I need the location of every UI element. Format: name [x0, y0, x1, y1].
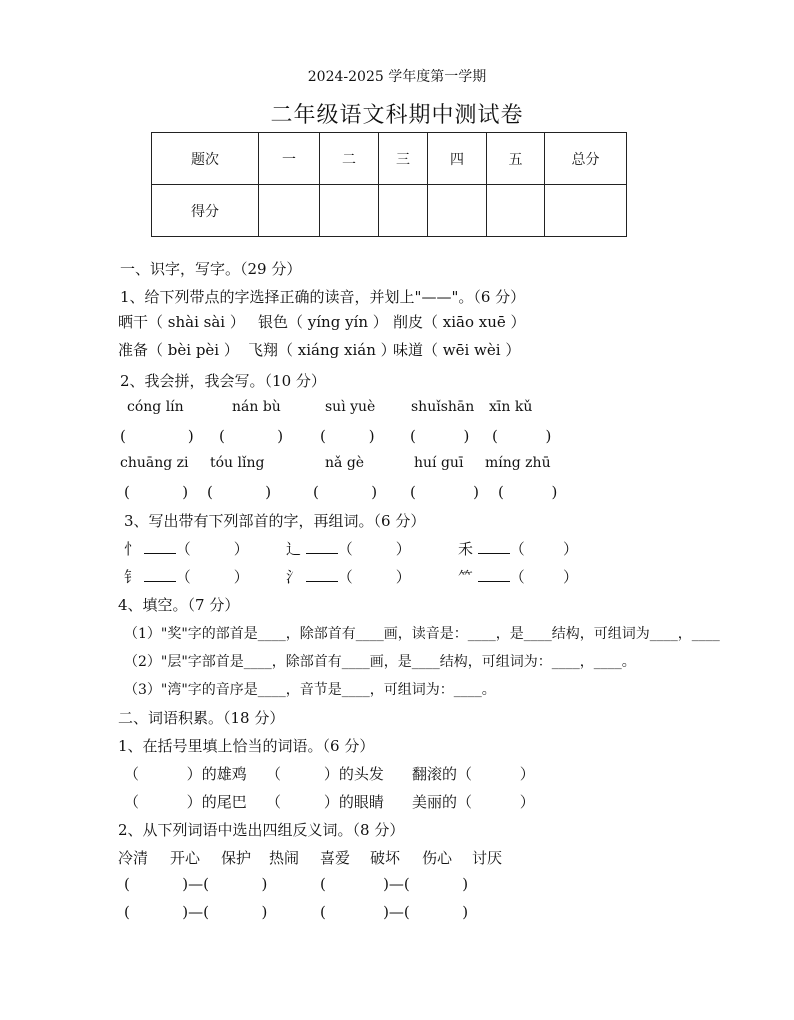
pinyin-item: huí guī — [414, 455, 464, 471]
pinyin-item: míng zhū — [485, 455, 551, 471]
radical-item: 忄 （ ） — [124, 540, 249, 558]
answer-paren[interactable]: ( ) — [410, 483, 479, 501]
q1-line1-item: 银色（ yíng yín ） — [258, 313, 388, 331]
radical: ⺮ — [458, 568, 474, 586]
blank[interactable] — [144, 539, 176, 554]
score-table — [151, 132, 627, 237]
score-header-cell: 一 — [259, 133, 320, 185]
radical: 辶 — [286, 540, 302, 558]
answer-paren[interactable]: ( ) — [313, 483, 378, 501]
radical-item: 氵 （ ） — [286, 568, 411, 586]
section2-title: 二、词语积累。（18 分） — [118, 709, 285, 727]
antonym-pair[interactable]: ( )—( ) — [320, 903, 469, 921]
blank[interactable] — [306, 539, 338, 554]
fill-text: 翻滚的 — [412, 765, 458, 783]
dash: — — [388, 875, 404, 893]
answer-paren[interactable]: ( ) — [120, 427, 194, 445]
score-row-label: 得分 — [152, 185, 259, 237]
fill-item[interactable]: （ ）的尾巴 — [124, 793, 247, 811]
score-header-cell: 五 — [487, 133, 545, 185]
pinyin-item: tóu lǐng — [210, 455, 265, 471]
school-year: 2024-2025 学年度第一学期 — [307, 69, 487, 85]
dash: — — [188, 903, 204, 921]
antonym-pair[interactable]: ( )—( ) — [124, 875, 268, 893]
fill-text: 美丽的 — [412, 793, 458, 811]
score-cell[interactable] — [320, 185, 379, 237]
pinyin-item: nán bù — [232, 399, 281, 415]
score-cell[interactable] — [428, 185, 487, 237]
score-cell[interactable] — [379, 185, 428, 237]
radical-item: 钅 （ ） — [124, 568, 249, 586]
answer-paren[interactable]: ( ) — [219, 427, 284, 445]
word-item: 热闹 — [269, 849, 300, 867]
score-cell[interactable] — [487, 185, 545, 237]
word-item: 冷清 — [118, 849, 149, 867]
score-cell[interactable] — [259, 185, 320, 237]
fill-item[interactable]: （ ）的眼睛 — [266, 793, 384, 811]
score-header-cell: 二 — [320, 133, 379, 185]
s2-q1-prompt: 1、在括号里填上恰当的词语。（6 分） — [118, 737, 375, 755]
word-item: 喜爱 — [320, 849, 351, 867]
fill-text: 的头发 — [338, 765, 384, 783]
q4-item: （1）"奖"字的部首是____，除部首有____画，读音是：____，是____结构，可组词为____，____ — [124, 626, 720, 642]
q2-prompt: 2、我会拼，我会写。（10 分） — [120, 372, 326, 390]
q1-line1-item: 削皮（ xiāo xuē ） — [393, 313, 526, 331]
pinyin-item: chuāng zi — [120, 455, 189, 471]
word-item: 保护 — [221, 849, 252, 867]
section1-title: 一、识字，写字。（29 分） — [120, 260, 302, 278]
q1-line2-item: 飞翔（ xiáng xián ） — [248, 341, 396, 359]
q4-item: （2）"层"字部首是____，除部首有____画，是____结构，可组词为：____，____。 — [124, 654, 636, 670]
q1-line2-item: 准备（ bèi pèi ） — [118, 341, 239, 359]
score-header-cell: 题次 — [152, 133, 259, 185]
word-item: 讨厌 — [472, 849, 503, 867]
score-header-cell: 四 — [428, 133, 487, 185]
answer-paren[interactable]: ( ) — [320, 427, 375, 445]
q4-prompt: 4、填空。（7 分） — [118, 596, 240, 614]
s2-q2-prompt: 2、从下列词语中选出四组反义词。（8 分） — [118, 821, 405, 839]
word-item: 破坏 — [370, 849, 401, 867]
word-item: 伤心 — [422, 849, 453, 867]
radical: 禾 — [458, 540, 474, 558]
pinyin-item: xīn kǔ — [489, 399, 533, 415]
answer-paren[interactable]: ( ) — [124, 483, 189, 501]
fill-text: 的雄鸡 — [201, 765, 247, 783]
answer-paren[interactable]: ( ) — [492, 427, 552, 445]
pinyin-item: nǎ gè — [325, 455, 365, 471]
answer-paren[interactable]: ( ) — [207, 483, 272, 501]
radical-item: ⺮ （ ） — [458, 568, 578, 586]
pinyin-item: shuǐshān — [411, 399, 475, 415]
antonym-pair[interactable]: ( )—( ) — [320, 875, 469, 893]
blank[interactable] — [478, 539, 510, 554]
q4-item: （3）"湾"字的音序是____，音节是____，可组词为：____。 — [124, 682, 496, 698]
score-header-cell: 三 — [379, 133, 428, 185]
answer-paren[interactable]: ( ) — [410, 427, 470, 445]
score-header-cell: 总分 — [545, 133, 627, 185]
radical-item: 禾 （ ） — [458, 540, 578, 558]
answer-paren[interactable]: ( ) — [498, 483, 558, 501]
radical: 氵 — [286, 568, 302, 586]
q1-prompt: 1、给下列带点的字选择正确的读音，并划上"——"。（6 分） — [120, 288, 526, 306]
dash: — — [388, 903, 404, 921]
q1-line1-item: 晒干（ shài sài ） — [118, 313, 245, 331]
radical-item: 辶 （ ） — [286, 540, 411, 558]
fill-item[interactable]: （ ）的头发 — [266, 765, 384, 783]
q1-line2-item: 味道（ wēi wèi ） — [393, 341, 521, 359]
blank[interactable] — [478, 567, 510, 582]
word-item: 开心 — [170, 849, 201, 867]
fill-item[interactable]: 翻滚的（ ） — [412, 765, 535, 783]
radical: 忄 — [124, 540, 140, 558]
dash: — — [188, 875, 204, 893]
score-cell[interactable] — [545, 185, 627, 237]
fill-text: 的尾巴 — [201, 793, 247, 811]
pinyin-item: cóng lín — [127, 399, 184, 415]
antonym-pair[interactable]: ( )—( ) — [124, 903, 268, 921]
fill-text: 的眼睛 — [338, 793, 384, 811]
fill-item[interactable]: 美丽的（ ） — [412, 793, 535, 811]
radical: 钅 — [124, 568, 140, 586]
q3-prompt: 3、写出带有下列部首的字，再组词。（6 分） — [124, 512, 426, 530]
blank[interactable] — [144, 567, 176, 582]
fill-item[interactable]: （ ）的雄鸡 — [124, 765, 247, 783]
blank[interactable] — [306, 567, 338, 582]
page-title: 二年级语文科期中测试卷 — [270, 103, 524, 128]
pinyin-item: suì yuè — [325, 399, 376, 415]
